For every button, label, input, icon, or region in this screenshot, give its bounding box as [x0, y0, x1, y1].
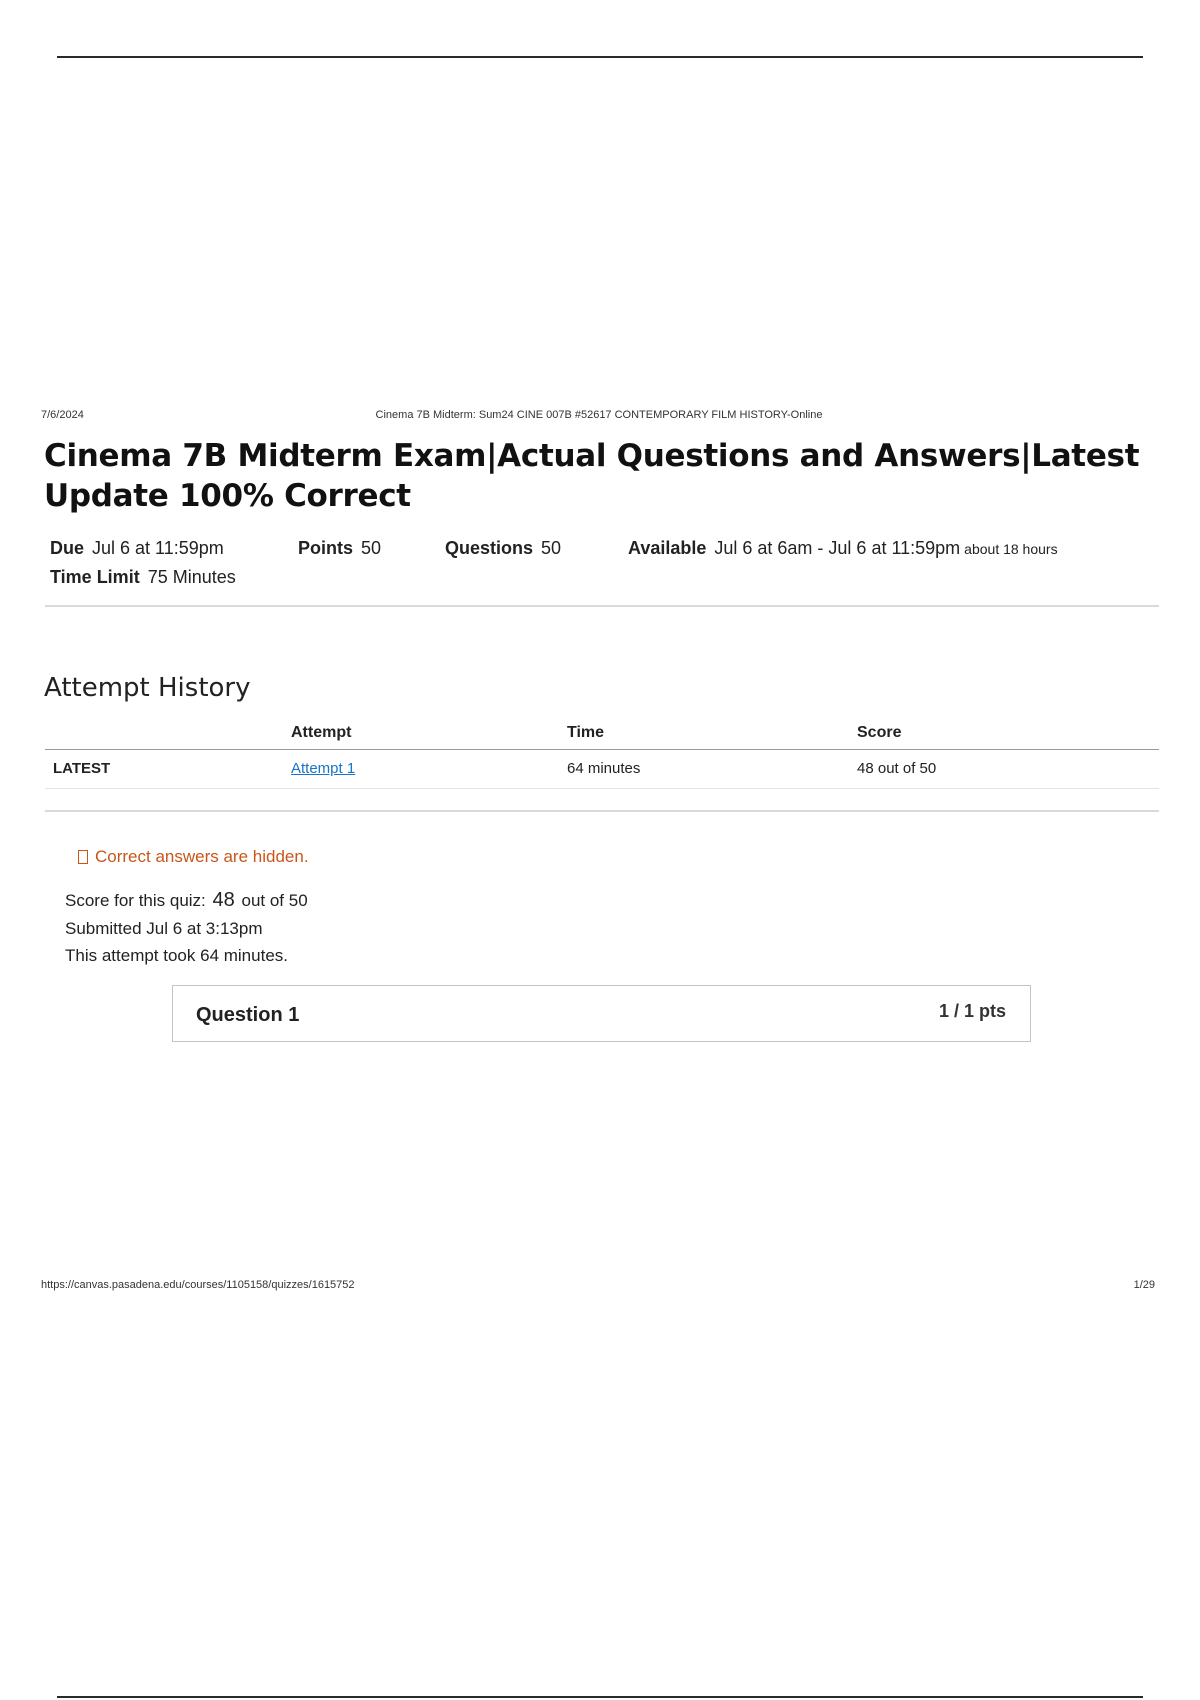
- score-prefix: Score for this quiz:: [65, 891, 206, 910]
- print-footer: [41, 1279, 1155, 1291]
- question-title: Question 1: [196, 1004, 300, 1026]
- print-page-number: 1/29: [1133, 1279, 1155, 1291]
- due-label: Due: [50, 538, 85, 558]
- score-value: 48: [212, 889, 235, 911]
- points-label: Points: [298, 538, 354, 558]
- questions-value: 50: [541, 538, 562, 558]
- column-header-score: Score: [857, 724, 902, 741]
- print-date: 7/6/2024: [41, 409, 84, 421]
- question-points: 1 / 1 pts: [938, 1001, 1006, 1021]
- score-suffix: out of 50: [241, 891, 308, 910]
- page-title: Cinema 7B Midterm Exam|Actual Questions and Answers|Latest Update 100% Correct: [44, 438, 1140, 514]
- questions-label: Questions: [445, 538, 534, 558]
- latest-tag: LATEST: [53, 760, 111, 777]
- page-top-rule: [57, 56, 1143, 58]
- attempt-history-table: [45, 720, 1159, 790]
- points-value: 50: [361, 538, 382, 558]
- available-label: Available: [628, 538, 707, 558]
- questions-detail: [445, 538, 561, 559]
- due-detail: [50, 538, 224, 559]
- attempt-duration: This attempt took 64 minutes.: [65, 946, 288, 965]
- attempt-time: 64 minutes: [567, 760, 641, 777]
- due-value: Jul 6 at 11:59pm: [92, 538, 224, 558]
- column-header-time: Time: [567, 724, 605, 741]
- time-limit-label: Time Limit: [50, 567, 140, 587]
- table-row-divider: [45, 788, 1159, 789]
- available-note: about 18 hours: [964, 541, 1058, 557]
- points-detail: [298, 538, 381, 559]
- print-doc-title: Cinema 7B Midterm: Sum24 CINE 007B #52617 CONTEMPORARY FILM HISTORY-Online: [375, 409, 823, 421]
- details-divider: [45, 605, 1159, 607]
- question-card: [172, 985, 1031, 1042]
- hidden-answers-notice: [78, 847, 309, 867]
- quiz-score-line: [65, 889, 308, 912]
- attempt-history-title: Attempt History: [44, 673, 251, 703]
- hidden-answers-text: Correct answers are hidden.: [95, 847, 309, 866]
- attempt-score: 48 out of 50: [857, 760, 937, 777]
- table-header-divider: [45, 749, 1159, 750]
- available-detail: [628, 538, 1058, 559]
- time-limit-value: 75 Minutes: [147, 567, 236, 587]
- attempt-1-link[interactable]: Attempt 1: [291, 760, 356, 777]
- available-value: Jul 6 at 6am - Jul 6 at 11:59pm: [714, 538, 961, 558]
- alert-icon: [78, 850, 88, 864]
- column-header-attempt: Attempt: [291, 724, 352, 741]
- time-limit-detail: [50, 567, 236, 588]
- submitted-time: Submitted Jul 6 at 3:13pm: [65, 919, 263, 938]
- page-bottom-rule: [57, 1696, 1143, 1698]
- print-url: https://canvas.pasadena.edu/courses/1105158/quizzes/1615752: [41, 1279, 355, 1291]
- attempt-section-divider: [45, 810, 1159, 812]
